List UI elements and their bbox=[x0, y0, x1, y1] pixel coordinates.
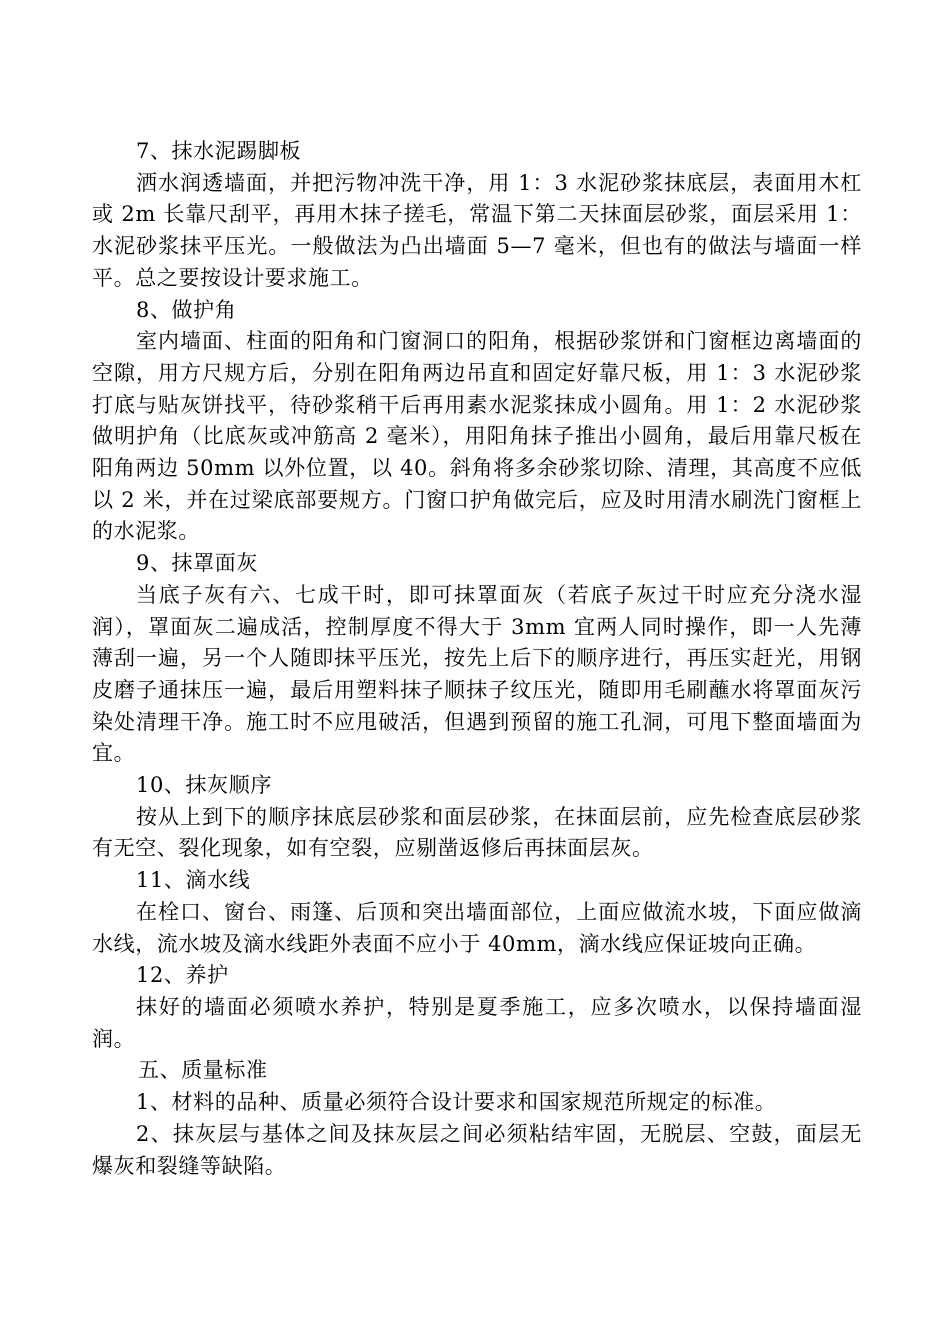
quality-item-2: 2、抹灰层与基体之间及抹灰层之间必须粘结牢固，无脱层、空鼓，面层无爆灰和裂缝等缺陷。 bbox=[92, 1121, 862, 1178]
paragraph-9: 当底子灰有六、七成干时，即可抹罩面灰（若底子灰过干时应充分浇水湿润），罩面灰二遍成活，控制厚度不得大于 3mm 宜两人同时操作，即一人先薄薄刮一遍，另一个人随即抹平压光，按先上后下的顺序进行，再压实赶光，用钢皮磨子通抹压一遍，最后用塑料抹子顺抹子纹压光，随即用毛刷蘸水将罩面灰污染处清理干净。施工时不应甩破活，但遇到预留的施工孔洞，可甩下整面墙面为宜。 bbox=[92, 582, 862, 766]
heading-10: 10、抹灰顺序 bbox=[136, 773, 272, 798]
heading-7: 7、抹水泥踢脚板 bbox=[136, 139, 302, 163]
heading-9: 9、抹罩面灰 bbox=[136, 551, 258, 576]
heading-11: 11、滴水线 bbox=[136, 868, 251, 893]
quality-item-1: 1、材料的品种、质量必须符合设计要求和国家规范所规定的标准。 bbox=[136, 1090, 777, 1115]
document-page bbox=[92, 136, 862, 1182]
paragraph-12: 抹好的墙面必须喷水养护，特别是夏季施工，应多次喷水，以保持墙面湿润。 bbox=[92, 994, 862, 1051]
quality-standard-heading: 五、质量标准 bbox=[138, 1058, 268, 1083]
paragraph-7: 洒水润透墙面，并把污物冲洗干净，用 1：3 水泥砂浆抹底层，表面用木杠或 2m 长靠尺刮平，再用木抹子搓毛，常温下第二天抹面层砂浆，面层采用 1：水泥砂浆抹平压光。一般做法为凸出墙面 5—7 毫米，但也有的做法与墙面一样平。总之要按设计要求施工。 bbox=[92, 170, 862, 290]
paragraph-8: 室内墙面、柱面的阳角和门窗洞口的阳角，根据砂浆饼和门窗框边离墙面的空隙，用方尺规方后，分别在阳角两边吊直和固定好靠尺板，用 1：3 水泥砂浆打底与贴灰饼找平，待砂浆稍干后再用素水泥浆抹成小圆角。用 1：2 水泥砂浆做明护角（比底灰或冲筋高 2 毫米），用阳角抹子推出小圆角，最后用靠尺板在阳角两边 50mm 以外位置，以 40。斜角将多余砂浆切除、清理，其高度不应低以 2 米，并在过梁底部要规方。门窗口护角做完后，应及时用清水刷洗门窗框上的水泥浆。 bbox=[92, 329, 862, 544]
heading-12: 12、养护 bbox=[136, 963, 229, 988]
paragraph-11: 在栓口、窗台、雨篷、后顶和突出墙面部位，上面应做流水坡，下面应做滴水线，流水坡及滴水线距外表面不应小于 40mm，滴水线应保证坡向正确。 bbox=[92, 899, 862, 956]
paragraph-10: 按从上到下的顺序抹底层砂浆和面层砂浆，在抹面层前，应先检查底层砂浆有无空、裂化现象，如有空裂，应剔凿返修后再抹面层灰。 bbox=[92, 804, 862, 861]
heading-8: 8、做护角 bbox=[136, 297, 237, 322]
